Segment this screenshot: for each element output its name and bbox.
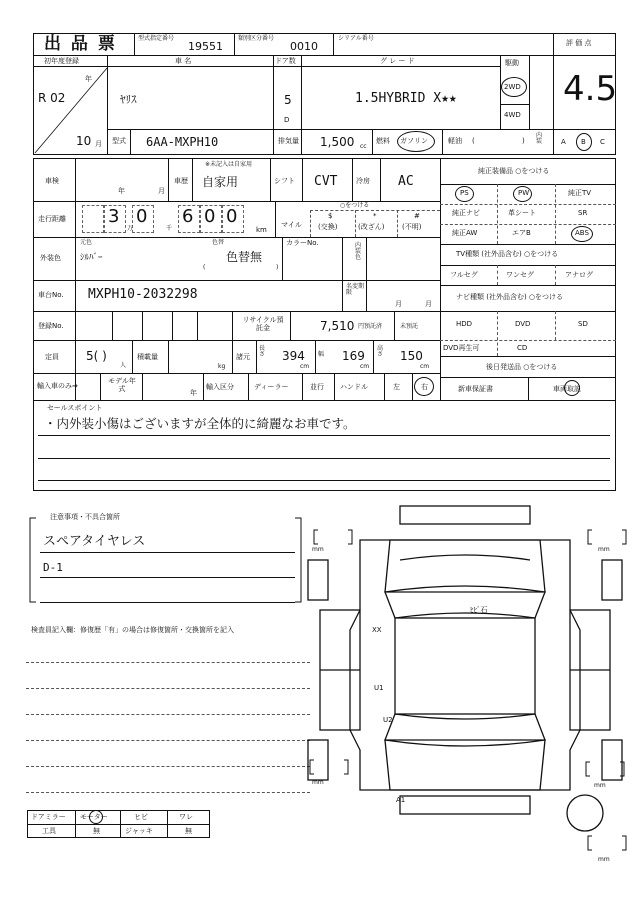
door-type: D — [284, 116, 290, 124]
interior-grade-b: B — [581, 138, 586, 146]
tools-value: 無 — [93, 827, 100, 835]
shift-label: シフト — [274, 177, 295, 185]
width-label: 幅 — [318, 351, 325, 358]
equip-pw: PW — [518, 189, 530, 197]
mirror-motor: モーター — [80, 813, 108, 821]
mm-label: mm — [598, 856, 610, 863]
fuel-paren-close: ) — [522, 137, 525, 145]
drive-label: 駆動 — [505, 59, 519, 67]
length-unit: cm — [300, 363, 310, 370]
later-title: 後日発送品 ○をつける — [486, 363, 558, 371]
recycle-deposited: 円預託済 — [358, 323, 383, 330]
import-parallel: 並行 — [310, 383, 324, 391]
handle-label: ハンドル — [340, 383, 368, 391]
equip-ps: PS — [460, 189, 469, 197]
mileage-man-unit: 万 — [127, 225, 134, 232]
mileage-unknown: (不明) — [402, 223, 422, 231]
tv-analog: アナログ — [565, 271, 593, 279]
import-label: 輸入車のみ⇒ — [37, 382, 78, 390]
recycle-amount: 7,510 — [320, 319, 355, 333]
vin-value: MXPH10-2032298 — [88, 287, 198, 302]
mileage-mile-option: マイル — [281, 221, 302, 229]
history-label: 車歴 — [174, 177, 188, 185]
equip-aw: 純正AW — [452, 229, 478, 237]
type-designation-no: 19551 — [188, 40, 223, 53]
color-no-label: カラーNo. — [286, 239, 319, 247]
mileage-digit: 0 — [226, 206, 238, 227]
navi-sd: SD — [578, 320, 588, 328]
repaint-label: 色替 — [212, 239, 225, 246]
color-label: 外装色 — [40, 254, 61, 262]
serial-label: シリアル番号 — [338, 35, 374, 42]
displacement-unit: cc — [360, 143, 367, 150]
repaint-paren-open: ( — [203, 264, 206, 271]
category-label: 類別区分番号 — [238, 35, 275, 42]
first-reg-era: R 02 — [38, 91, 66, 105]
equip-airbag: エアB — [512, 229, 531, 237]
first-reg-year-unit: 年 — [85, 75, 92, 83]
height-value: 150 — [400, 349, 423, 363]
interior-label: 内装 — [536, 132, 543, 145]
damage-mark-xx: XX — [372, 626, 382, 634]
later-warranty: 新車保証書 — [458, 385, 493, 393]
equip-abs-circle — [571, 226, 593, 242]
orig-color: ｼﾙﾊﾞｰ — [80, 253, 103, 263]
displacement: 1,500 — [320, 135, 355, 149]
notes-brackets — [28, 510, 303, 610]
jack-label: ジャッキ — [125, 827, 153, 835]
mileage-unknown-symbol: # — [414, 212, 420, 220]
mileage-digit: 3 — [108, 206, 120, 227]
height-label: 高さ — [377, 345, 384, 358]
car-name-label: 車 名 — [175, 57, 192, 65]
car-body-diagram — [300, 500, 630, 900]
damage-mark-u2: U2 — [383, 716, 393, 724]
equip-sr: SR — [578, 209, 588, 217]
notes-label: 注意事項・不具合箇所 — [50, 513, 120, 521]
mileage-digit: 0 — [136, 206, 148, 227]
shaken-label: 車検 — [45, 177, 59, 185]
ac-label: 冷房 — [356, 177, 370, 185]
capacity-value: 5( ) — [86, 349, 107, 363]
repaint-value: 色替無 — [226, 250, 263, 264]
door-count: 5 — [284, 93, 292, 107]
navi-dvd: DVD — [515, 320, 531, 328]
ac-value: AC — [398, 174, 414, 189]
mm-label: mm — [312, 546, 324, 553]
navi-title: ナビ種類 (社外品含む) ○をつける — [456, 293, 564, 301]
grade-value: 1.5HYBRID X★★ — [355, 91, 457, 106]
load-unit: kg — [218, 363, 226, 370]
evaluation-score: 4.5 — [563, 69, 618, 109]
mileage-digit: 0 — [204, 206, 216, 227]
mirror-label: ドアミラー — [31, 813, 66, 821]
load-label: 積載量 — [137, 353, 158, 361]
length-value: 394 — [282, 349, 305, 363]
mileage-digit-box — [82, 205, 104, 233]
length-label: 長さ — [259, 345, 266, 358]
mirror-crack: ヒビ — [134, 813, 148, 821]
navi-cd: CD — [517, 344, 528, 352]
mileage-altered: (改ざん) — [358, 223, 385, 231]
damage-mark-a1: A1 — [396, 796, 406, 804]
mileage-digit: 6 — [182, 206, 194, 227]
later-manual-circle — [564, 380, 580, 396]
first-reg-month: 10 — [76, 134, 92, 148]
interior-grade-b-circle — [576, 133, 592, 151]
vin-label: 車台No. — [38, 291, 64, 299]
notes-line-2: D-1 — [43, 561, 63, 574]
later-manual: 車両取説 — [553, 385, 581, 393]
mm-label: mm — [598, 546, 610, 553]
interior-grade-c: C — [600, 138, 605, 146]
page-title: 出 品 票 — [44, 34, 117, 54]
notes-line-1: スペアタイヤレス — [43, 534, 146, 549]
first-reg-label: 初年度登録 — [44, 57, 79, 65]
equip-leather: 革シート — [508, 209, 536, 217]
history-value: 自家用 — [202, 175, 239, 189]
mileage-sen-unit: 千 — [166, 225, 173, 232]
mileage-exchanged: (交換) — [318, 223, 338, 231]
score-label: 評 価 点 — [566, 39, 592, 47]
sales-point-label: セールスポイント — [47, 404, 103, 412]
interior-color-label: 内装色 — [355, 242, 362, 261]
mm-label: mm — [594, 782, 606, 789]
width-unit: cm — [360, 363, 370, 370]
mm-label: mm — [312, 779, 324, 786]
tv-oneseg: ワンセグ — [506, 271, 534, 279]
dims-label: 諸元 — [236, 353, 250, 361]
shift-value: CVT — [314, 174, 338, 189]
navi-hdd: HDD — [456, 320, 473, 328]
shaken-year-unit: 年 — [118, 187, 125, 195]
equip-abs: ABS — [575, 229, 589, 237]
doors-label: ドア数 — [275, 57, 296, 65]
import-dealer: ディーラー — [254, 383, 289, 391]
fuel-label: 燃料 — [376, 137, 390, 145]
jack-value: 無 — [185, 827, 192, 835]
equipment-title: 純正装備品 ○をつける — [478, 167, 550, 175]
drive-2wd: 2WD — [504, 83, 521, 91]
drive-4wd: 4WD — [504, 111, 521, 119]
model-year-label: モデル年式 — [108, 377, 136, 394]
width-value: 169 — [342, 349, 365, 363]
orig-color-label: 元色 — [80, 239, 93, 246]
fuel-paren-open: ( — [472, 137, 475, 145]
type-designation-label: 型式指定番号 — [138, 35, 175, 42]
mileage-km-unit: km — [256, 226, 267, 234]
mileage-circle-note: ○をつける — [340, 202, 370, 209]
model-year-unit: 年 — [190, 389, 197, 397]
navi-dvd-play: DVD再生可 — [443, 344, 480, 352]
first-reg-month-unit: 月 — [95, 140, 102, 148]
tv-title: TV種類 (社外品含む) ○をつける — [456, 250, 559, 258]
mileage-exchanged-symbol: $ — [328, 212, 333, 220]
shaken-month-unit: 月 — [158, 187, 165, 195]
model-code: 6AA-MXPH10 — [146, 135, 219, 149]
reg-no-label: 登録No. — [38, 322, 64, 330]
repaint-paren-close: ) — [276, 264, 279, 271]
fuel-gasoline: ガソリン — [400, 137, 428, 145]
import-class-label: 輸入区分 — [206, 383, 234, 391]
handle-right-circle — [414, 377, 434, 396]
handle-left: 左 — [393, 383, 400, 391]
displacement-label: 排気量 — [278, 137, 299, 145]
history-note: ※未記入は自家用 — [205, 161, 253, 168]
recycle-label: リサイクル預託金 — [242, 316, 284, 333]
model-label: 型式 — [112, 137, 126, 145]
name-change-label: 名変期限 — [346, 283, 365, 296]
grade-label: グ レ ー ド — [380, 57, 415, 65]
name-change-day: 月 — [425, 300, 432, 308]
fuel-gasoline-circle — [397, 131, 435, 152]
handle-right: 右 — [421, 383, 428, 391]
equip-ps-circle — [455, 186, 474, 202]
drive-2wd-circle — [501, 77, 527, 97]
equip-tv: 純正TV — [568, 189, 592, 197]
name-change-month: 月 — [395, 300, 402, 308]
capacity-label: 定員 — [45, 353, 59, 361]
inspector-label: 検査員記入欄：修復歴「有」の場合は修復箇所・交換箇所を記入 — [31, 626, 234, 634]
interior-grade-a: A — [561, 138, 566, 146]
damage-mark-u1: U1 — [374, 684, 384, 692]
mileage-altered-symbol: * — [373, 212, 377, 220]
car-name: ﾔﾘｽ — [120, 93, 137, 106]
tv-fullseg: フルセグ — [450, 271, 478, 279]
sales-point-text: ・内外装小傷はございますが全体的に綺麗なお車です。 — [44, 416, 356, 431]
capacity-unit: 人 — [120, 362, 127, 369]
equip-navi: 純正ナビ — [452, 209, 480, 217]
category-no: 0010 — [290, 40, 318, 53]
mirror-motor-circle — [89, 810, 103, 824]
fuel-diesel: 軽油 — [448, 137, 462, 145]
tools-label: 工具 — [42, 827, 56, 835]
damage-mark-hibi: ﾋﾋﾞ石 — [470, 606, 488, 614]
equip-pw-circle — [513, 186, 532, 202]
height-unit: cm — [420, 363, 430, 370]
mileage-label: 走行距離 — [38, 215, 66, 223]
mirror-break: ワレ — [179, 813, 193, 821]
recycle-not-deposited: 未預託 — [400, 323, 419, 330]
